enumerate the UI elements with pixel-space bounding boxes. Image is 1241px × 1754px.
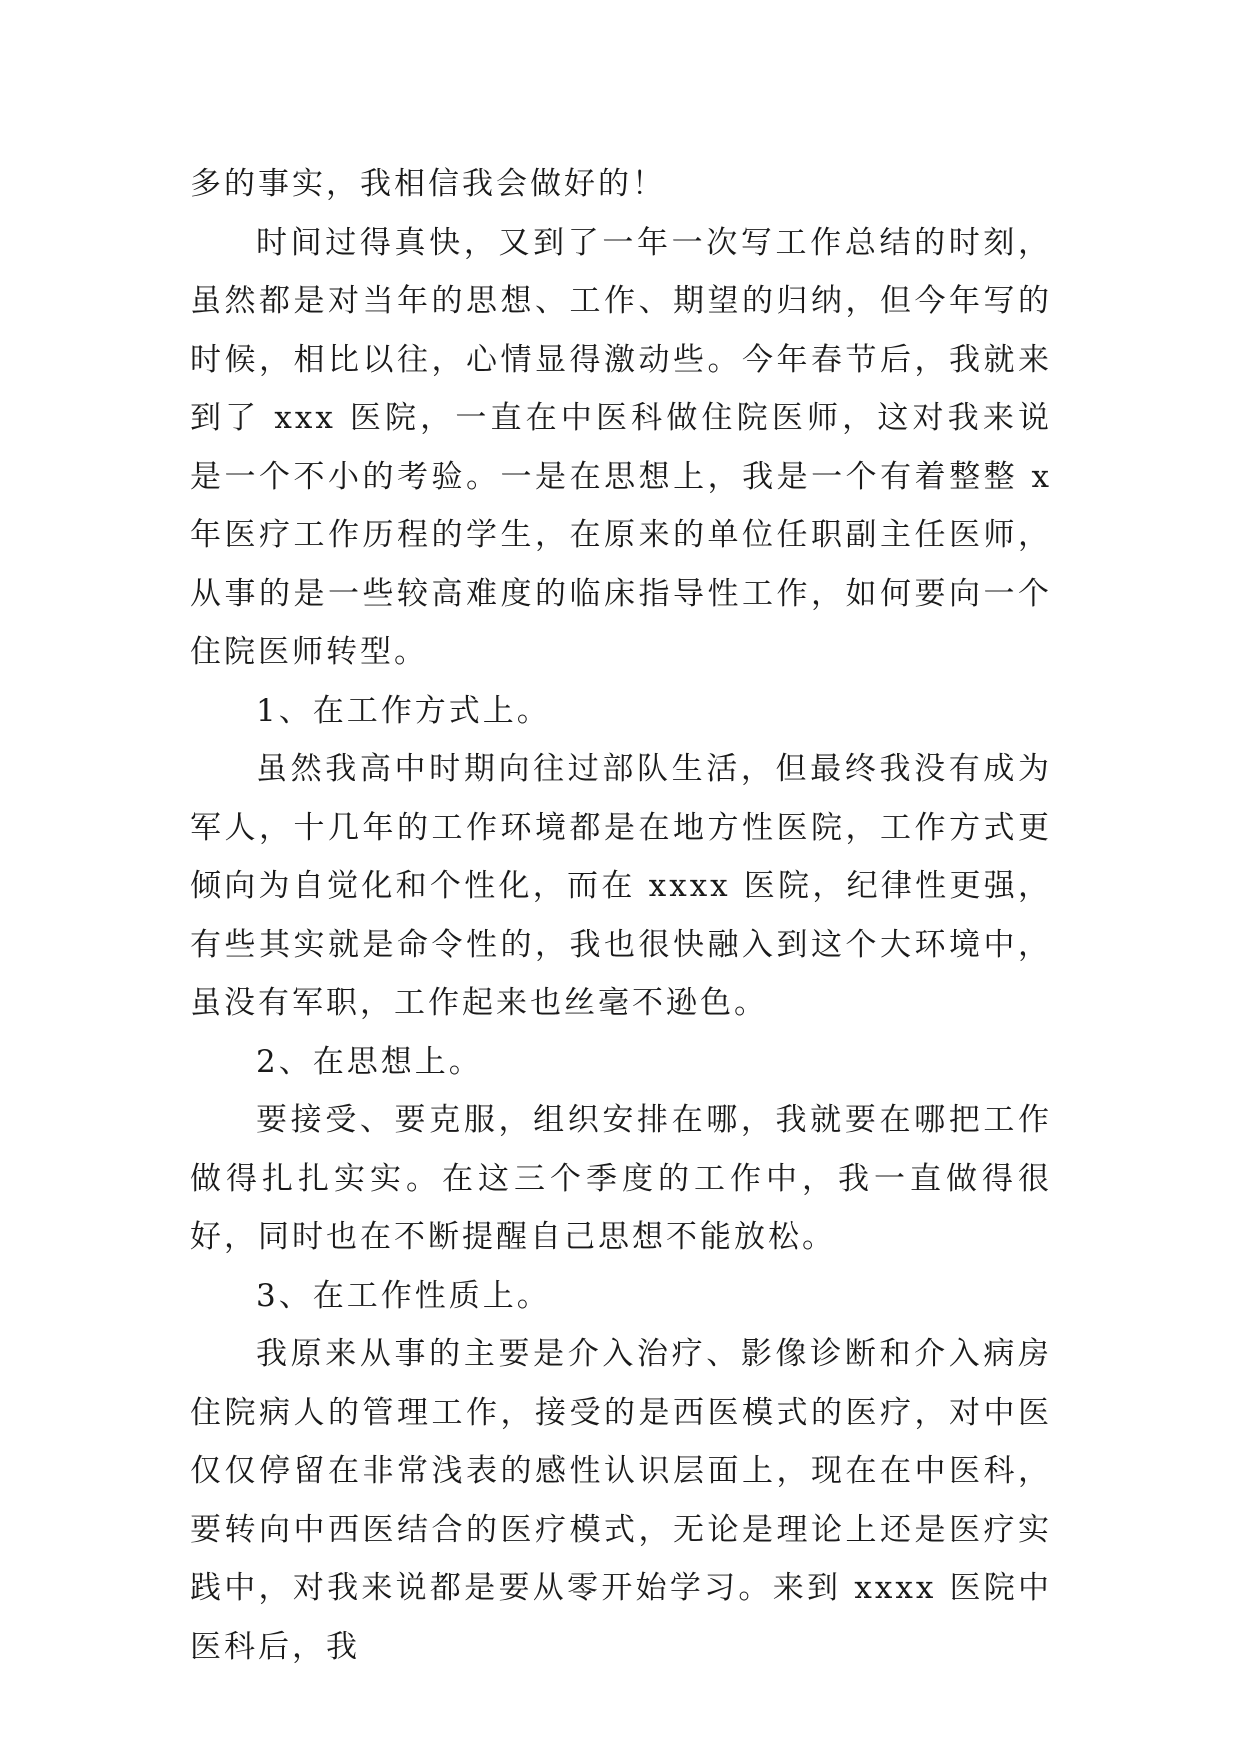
paragraph-thinking: 要接受、要克服，组织安排在哪，我就要在哪把工作做得扎扎实实。在这三个季度的工作中，我一直做得很好，同时也在不断提醒自己思想不能放松。: [190, 1102, 1052, 1255]
paragraph-work-nature: 我原来从事的主要是介入治疗、影像诊断和介入病房住院病人的管理工作，接受的是西医模式的医疗，对中医仅仅停留在非常浅表的感性认识层面上，现在在中医科，要转向中西医结合的医疗模式，无论是理论上还是医疗实践中，对我来说都是要从零开始学习。来到 xxxx 医院中医科后，我: [190, 1336, 1052, 1665]
heading-work-method: 1、在工作方式上。: [256, 692, 551, 729]
document-body: [190, 155, 1052, 1676]
paragraph-work-method: 虽然我高中时期向往过部队生活，但最终我没有成为军人，十几年的工作环境都是在地方性医院，工作方式更倾向为自觉化和个性化，而在 xxxx 医院，纪律性更强，有些其实就是命令性的，我也很快融入到这个大环境中，虽没有军职，工作起来也丝毫不逊色。: [190, 751, 1052, 1021]
heading-thinking: 2、在思想上。: [256, 1043, 483, 1080]
paragraph-intro: 时间过得真快，又到了一年一次写工作总结的时刻，虽然都是对当年的思想、工作、期望的归纳，但今年写的时候，相比以往，心情显得激动些。今年春节后，我就来到了 xxx 医院，一直在中医科做住院医师，这对我来说是一个不小的考验。一是在思想上，我是一个有着整整 x 年医疗工作历程的学生，在原来的单位任职副主任医师，从事的是一些较高难度的临床指导性工作，如何要向一个住院医师转型。: [190, 224, 1052, 670]
paragraph-continuation: 多的事实，我相信我会做好的！: [190, 166, 666, 202]
heading-work-nature: 3、在工作性质上。: [256, 1277, 551, 1314]
